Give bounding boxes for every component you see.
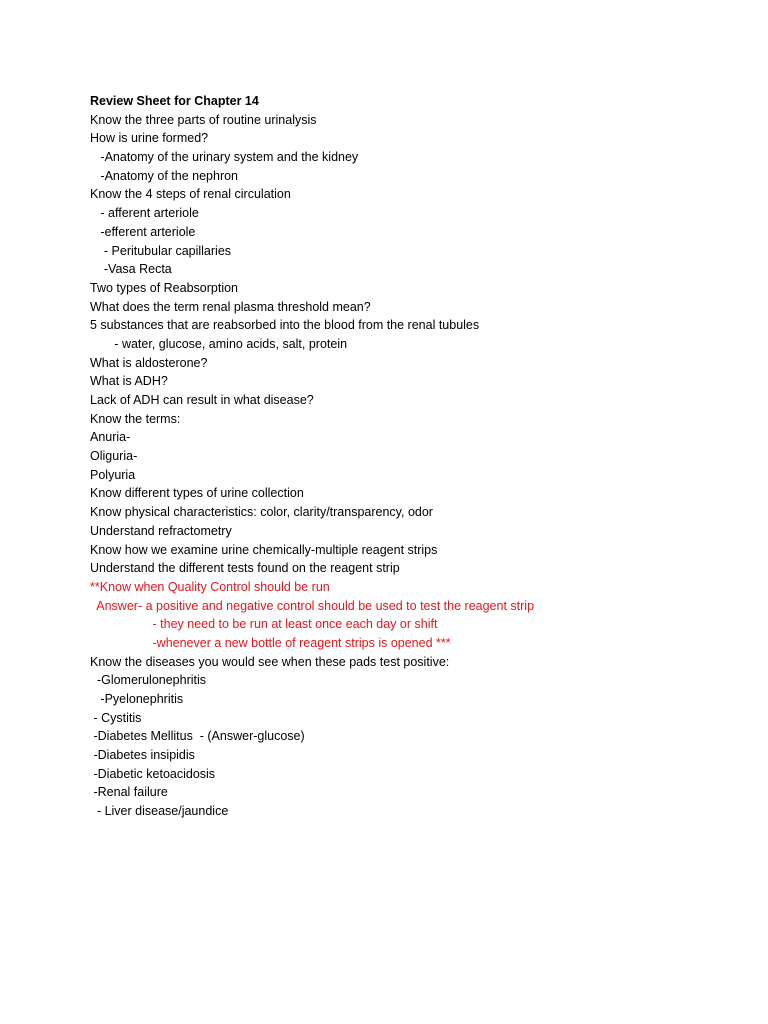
text-line: -Diabetic ketoacidosis — [90, 766, 216, 781]
text-line: Know how we examine urine chemically-multiple reagent strips — [90, 542, 438, 557]
text-line: - Peritubular capillaries — [90, 243, 232, 258]
text-line: How is urine formed? — [90, 131, 209, 146]
text-line: Lack of ADH can result in what disease? — [90, 393, 314, 407]
text-line: Oliguria- — [90, 449, 138, 464]
text-line: - afferent arteriole — [90, 206, 199, 221]
text-line: Understand the different tests found on the reagent strip — [90, 561, 400, 576]
text-line: -Vasa Recta — [90, 262, 172, 277]
text-line: Know the three parts of routine urinalysis — [90, 112, 317, 127]
text-line: 5 substances that are reabsorbed into the blood from the renal tubules — [90, 318, 480, 333]
text-line: Know the 4 steps of renal circulation — [90, 187, 291, 202]
highlighted-line: - they need to be run at least once each day or shift — [90, 617, 438, 632]
text-line: What is aldosterone? — [90, 355, 208, 370]
highlighted-line: **Know when Quality Control should be run — [90, 579, 330, 594]
highlighted-line: -whenever a new bottle of reagent strips is opened *** — [90, 635, 451, 650]
text-line: -Diabetes insipidis — [90, 748, 195, 763]
text-line: -Renal failure — [90, 785, 168, 800]
text-line: - Cystitis — [90, 710, 142, 725]
text-line: Know the diseases you would see when these pads test positive: — [90, 654, 450, 669]
text-line: What does the term renal plasma threshold mean? — [90, 299, 371, 314]
text-line: - water, glucose, amino acids, salt, protein — [90, 336, 348, 351]
text-line: Anuria- — [90, 430, 131, 445]
highlighted-line: Answer- a positive and negative control should be used to test the reagent strip — [90, 598, 535, 613]
text-line: Know physical characteristics: color, clarity/transparency, odor — [90, 505, 433, 520]
text-line: -Diabetes Mellitus - (Answer-glucose) — [90, 729, 305, 744]
text-line: -Glomerulonephritis — [90, 673, 207, 688]
text-line: - Liver disease/jaundice — [90, 804, 229, 819]
text-line: Know the terms: — [90, 411, 181, 426]
document-body — [90, 92, 750, 821]
text-line: Polyuria — [90, 467, 136, 482]
text-line: -efferent arteriole — [90, 224, 196, 239]
text-line: Know different types of urine collection — [90, 486, 304, 501]
text-line: -Anatomy of the nephron — [90, 168, 239, 183]
text-line: Understand refractometry — [90, 523, 232, 538]
page-title: Review Sheet for Chapter 14 — [90, 94, 259, 108]
text-line: Two types of Reabsorption — [90, 280, 238, 295]
text-line: What is ADH? — [90, 374, 168, 389]
text-line: -Anatomy of the urinary system and the kidney — [90, 150, 359, 165]
text-line: -Pyelonephritis — [90, 692, 184, 706]
